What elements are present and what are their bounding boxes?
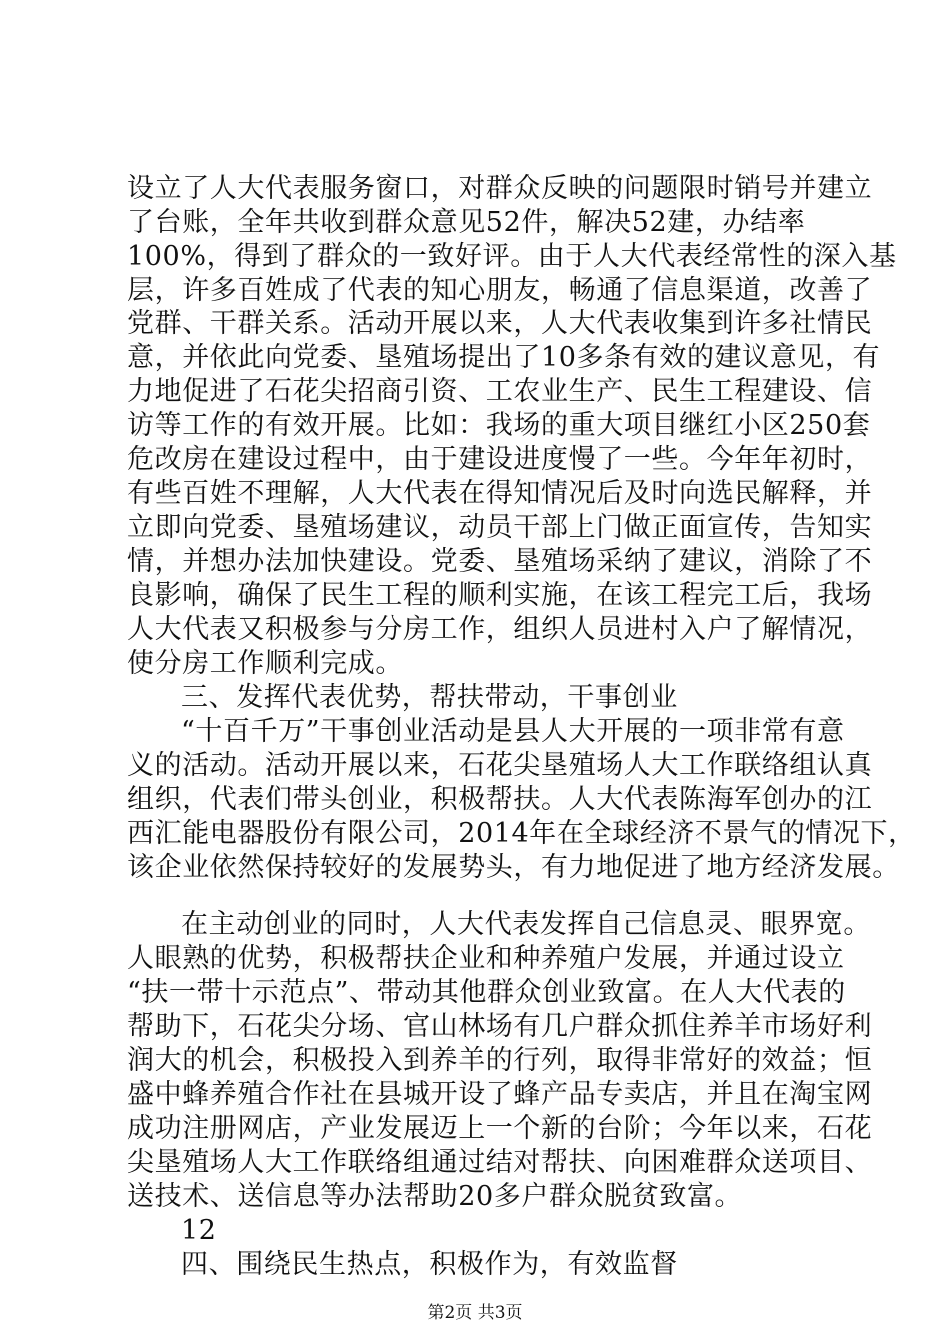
body-text-line: 西汇能电器股份有限公司，2014年在全球经济不景气的情况下， bbox=[127, 818, 916, 849]
body-text-line: 了台账，全年共收到群众意见52件，解决52建，办结率 bbox=[127, 207, 806, 238]
body-text-line: 访等工作的有效开展。比如：我场的重大项目继红小区250套 bbox=[127, 410, 871, 441]
body-text-line: 帮助下，石花尖分场、官山林场有几户群众抓住养羊市场好利 bbox=[127, 1011, 873, 1042]
section-heading-3: 三、发挥代表优势，帮扶带动，干事创业 bbox=[181, 682, 678, 713]
body-text-line: 危改房在建设过程中，由于建设进度慢了一些。今年年初时， bbox=[127, 444, 873, 475]
body-text-line: 层，许多百姓成了代表的知心朋友，畅通了信息渠道，改善了 bbox=[127, 275, 873, 306]
body-text-line: 组织，代表们带头创业，积极帮扶。人大代表陈海军创办的江 bbox=[127, 784, 873, 815]
body-text-line: 立即向党委、垦殖场建议，动员干部上门做正面宣传，告知实 bbox=[127, 512, 873, 543]
body-text-line: 润大的机会，积极投入到养羊的行列，取得非常好的效益；恒 bbox=[127, 1045, 873, 1076]
body-text-line: 在主动创业的同时，人大代表发挥自己信息灵、眼界宽。 bbox=[181, 909, 871, 940]
body-text-line: “十百千万”干事创业活动是县人大开展的一项非常有意 bbox=[181, 716, 845, 747]
body-text-line: 良影响，确保了民生工程的顺利实施，在该工程完工后，我场 bbox=[127, 580, 873, 611]
page-footer: 第2页 共3页 bbox=[427, 1303, 523, 1323]
body-text-line: 党群、干群关系。活动开展以来，人大代表收集到许多社情民 bbox=[127, 308, 873, 339]
body-text-line: 人眼熟的优势，积极帮扶企业和种养殖户发展，并通过设立 bbox=[127, 943, 845, 974]
body-text-line: 设立了人大代表服务窗口，对群众反映的问题限时销号并建立 bbox=[127, 173, 873, 204]
body-text-line: “扶一带十示范点”、带动其他群众创业致富。在人大代表的 bbox=[127, 977, 846, 1008]
body-text-line: 100%，得到了群众的一致好评。由于人大代表经常性的深入基 bbox=[127, 241, 897, 272]
body-text-line: 尖垦殖场人大工作联络组通过结对帮扶、向困难群众送项目、 bbox=[127, 1147, 873, 1178]
body-text-line: 人大代表又积极参与分房工作，组织人员进村入户了解情况， bbox=[127, 614, 873, 645]
body-text-line: 义的活动。活动开展以来，石花尖垦殖场人大工作联络组认真 bbox=[127, 750, 873, 781]
stray-number: 12 bbox=[181, 1215, 217, 1246]
body-text-line: 盛中蜂养殖合作社在县城开设了蜂产品专卖店，并且在淘宝网 bbox=[127, 1079, 873, 1110]
body-text-line: 意，并依此向党委、垦殖场提出了10多条有效的建议意见，有 bbox=[127, 342, 881, 373]
body-text-line: 送技术、送信息等办法帮助20多户群众脱贫致富。 bbox=[127, 1181, 743, 1212]
body-text-line: 使分房工作顺利完成。 bbox=[127, 648, 403, 679]
body-text-line: 力地促进了石花尖招商引资、工农业生产、民生工程建设、信 bbox=[127, 376, 873, 407]
body-text-line: 情，并想办法加快建设。党委、垦殖场采纳了建议，消除了不 bbox=[127, 546, 873, 577]
body-text-line: 该企业依然保持较好的发展势头，有力地促进了地方经济发展。 bbox=[127, 852, 900, 883]
body-text-line: 有些百姓不理解，人大代表在得知情况后及时向选民解释，并 bbox=[127, 478, 873, 509]
section-heading-4: 四、围绕民生热点，积极作为，有效监督 bbox=[181, 1249, 678, 1280]
body-text-line: 成功注册网店，产业发展迈上一个新的台阶；今年以来，石花 bbox=[127, 1113, 873, 1144]
